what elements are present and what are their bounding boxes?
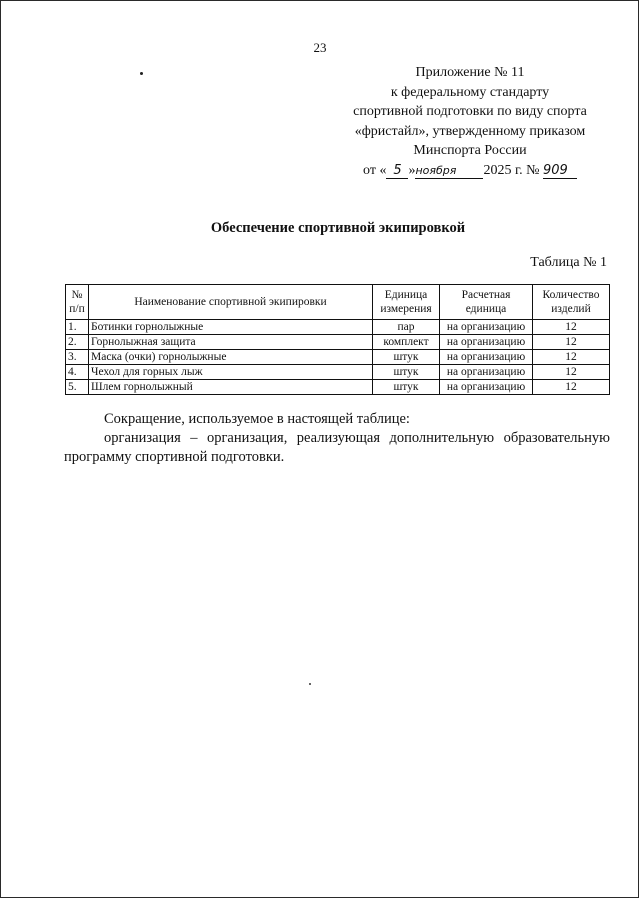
date-prefix: от «	[363, 162, 387, 178]
cell-name: Шлем горнолыжный	[89, 380, 373, 395]
cell-calc: на организацию	[440, 350, 533, 365]
date-quote-close: »	[408, 162, 416, 178]
appendix-line-3: спортивной подготовки по виду спорта	[353, 104, 587, 119]
table-row	[66, 380, 610, 395]
header-name: Наименование спортивной экипировки	[89, 285, 373, 320]
cell-unit: комплект	[373, 335, 440, 350]
table-caption: Таблица № 1	[530, 255, 607, 270]
appendix-line-1: Приложение № 11	[415, 65, 525, 80]
table-row	[66, 320, 610, 335]
cell-name: Чехол для горных лыж	[89, 365, 373, 380]
cell-name: Маска (очки) горнолыжные	[89, 350, 373, 365]
cell-calc: на организацию	[440, 365, 533, 380]
cell-num: 1.	[66, 320, 89, 335]
date-year: 2025 г. №	[483, 162, 540, 178]
cell-num: 3.	[66, 350, 89, 365]
cell-qty: 12	[533, 380, 610, 395]
cell-num: 5.	[66, 380, 89, 395]
cell-calc: на организацию	[440, 335, 533, 350]
section-title: Обеспечение спортивной экипировкой	[210, 220, 466, 236]
table-row	[66, 350, 610, 365]
cell-calc: на организацию	[440, 320, 533, 335]
header-num: № п/п	[66, 285, 89, 320]
cell-num: 2.	[66, 335, 89, 350]
cell-qty: 12	[533, 365, 610, 380]
handwritten-month: ноября	[415, 163, 483, 179]
scan-speck	[309, 683, 311, 685]
appendix-header	[330, 63, 610, 180]
appendix-line-5: Минспорта России	[413, 143, 527, 158]
cell-name: Ботинки горнолыжные	[89, 320, 373, 335]
table-row	[66, 365, 610, 380]
cell-unit: пар	[373, 320, 440, 335]
cell-num: 4.	[66, 365, 89, 380]
cell-unit: штук	[373, 350, 440, 365]
cell-qty: 12	[533, 350, 610, 365]
order-date-line	[330, 161, 610, 181]
cell-qty: 12	[533, 320, 610, 335]
cell-calc: на организацию	[440, 380, 533, 395]
table-row	[66, 335, 610, 350]
cell-qty: 12	[533, 335, 610, 350]
cell-unit: штук	[373, 365, 440, 380]
handwritten-day: 5	[386, 163, 408, 179]
cell-unit: штук	[373, 380, 440, 395]
equipment-table	[65, 284, 610, 395]
header-unit: Единица измерения	[373, 285, 440, 320]
abbreviation-definition: организация – организация, реализующая дополнительную образовательную программу спортивной подготовки.	[64, 430, 610, 465]
cell-name: Горнолыжная защита	[89, 335, 373, 350]
appendix-line-2: к федеральному стандарту	[390, 84, 550, 100]
abbreviation-intro: Сокращение, используемое в настоящей таблице:	[104, 411, 410, 427]
table-header-row	[66, 285, 610, 320]
scan-dot-mark	[140, 72, 143, 75]
abbreviation-note	[64, 410, 610, 467]
handwritten-order-number: 909	[543, 163, 577, 179]
page-number: 23	[313, 40, 327, 55]
header-qty: Количество изделий	[533, 285, 610, 320]
appendix-line-4: «фристайл», утвержденному приказом	[354, 123, 586, 139]
header-calc: Расчетная единица	[440, 285, 533, 320]
